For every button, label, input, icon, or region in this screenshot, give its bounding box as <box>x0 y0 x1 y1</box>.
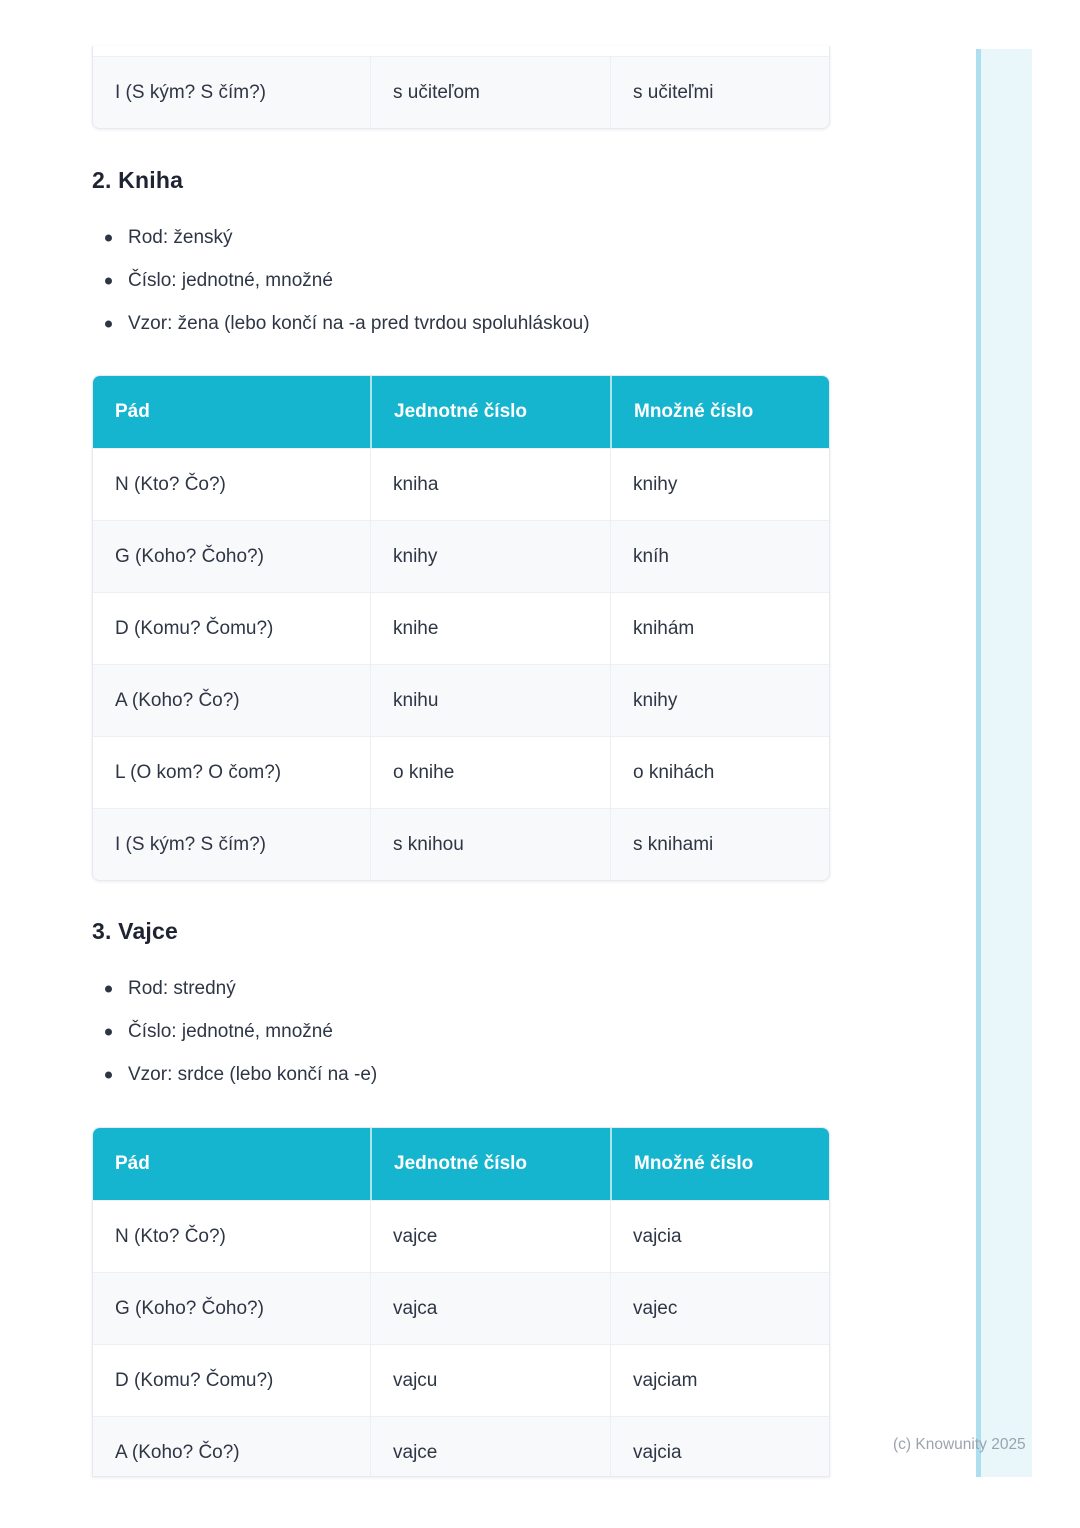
table-cell: s knihou <box>370 809 610 880</box>
table-fragment-sliver <box>93 46 829 56</box>
table-fragment-ucitel <box>92 46 830 129</box>
table-header-row <box>93 376 829 448</box>
table-header-cell: Pád <box>115 1153 150 1174</box>
table-cell: knihe <box>370 593 610 664</box>
bullet-list-vajce <box>92 967 377 1096</box>
table-row <box>93 1200 829 1272</box>
table-cell: vajec <box>610 1273 829 1344</box>
declension-table-kniha <box>92 375 830 881</box>
table-row <box>93 592 829 664</box>
bullet-item: Rod: ženský <box>92 216 590 259</box>
bullet-item: Číslo: jednotné, množné <box>92 259 590 302</box>
table-header-cell: Jednotné číslo <box>370 1128 610 1200</box>
bullet-item: Vzor: srdce (lebo končí na -e) <box>92 1053 377 1096</box>
table-cell: s učiteľom <box>370 57 610 128</box>
table-cell: N (Kto? Čo?) <box>115 1225 226 1247</box>
table-cell: D (Komu? Čomu?) <box>115 617 274 639</box>
table-cell: s učiteľmi <box>610 57 829 128</box>
table-cell: I (S kým? S čím?) <box>115 81 266 103</box>
copyright-watermark: (c) Knowunity 2025 <box>893 1436 1026 1453</box>
bullet-item: Číslo: jednotné, množné <box>92 1010 377 1053</box>
table-row <box>93 736 829 808</box>
table-cell: vajcu <box>370 1345 610 1416</box>
table-cell: A (Koho? Čo?) <box>115 689 240 711</box>
bullet-item: Vzor: žena (lebo končí na -a pred tvrdou spoluhláskou) <box>92 302 590 345</box>
table-header-cell: Jednotné číslo <box>370 376 610 448</box>
table-cell: knihu <box>370 665 610 736</box>
table-cell: A (Koho? Čo?) <box>115 1441 240 1463</box>
table-cell: L (O kom? O čom?) <box>115 761 282 783</box>
table-row <box>93 1344 829 1416</box>
table-row <box>93 448 829 520</box>
section-heading-vajce: 3. Vajce <box>92 918 179 944</box>
declension-table-vajce <box>92 1127 830 1477</box>
bullet-item: Rod: stredný <box>92 967 377 1010</box>
table-cell: vajca <box>370 1273 610 1344</box>
table-cell: kníh <box>610 521 829 592</box>
table-cell: o knihe <box>370 737 610 808</box>
table-header-row <box>93 1128 829 1200</box>
table-header-cell: Množné číslo <box>610 1128 829 1200</box>
table-header-cell: Množné číslo <box>610 376 829 448</box>
table-cell: kniha <box>370 449 610 520</box>
bullet-list-kniha <box>92 216 590 345</box>
table-row <box>93 1272 829 1344</box>
table-cell: s knihami <box>610 809 829 880</box>
table-cell: I (S kým? S čím?) <box>115 833 266 855</box>
table-row <box>93 664 829 736</box>
table-cell: o knihách <box>610 737 829 808</box>
section-heading-kniha: 2. Kniha <box>92 167 184 193</box>
table-cell: vajcia <box>610 1417 829 1477</box>
table-row <box>93 520 829 592</box>
table-cell: vajcia <box>610 1201 829 1272</box>
table-cell: knihy <box>370 521 610 592</box>
highlight-stripe <box>976 49 1032 1477</box>
table-row <box>93 808 829 880</box>
table-cell: G (Koho? Čoho?) <box>115 1297 264 1319</box>
table-cell: D (Komu? Čomu?) <box>115 1369 274 1391</box>
table-cell: knihy <box>610 665 829 736</box>
table-cell: N (Kto? Čo?) <box>115 473 226 495</box>
table-cell: vajciam <box>610 1345 829 1416</box>
table-row <box>93 56 829 128</box>
table-cell: knihám <box>610 593 829 664</box>
table-row <box>93 1416 829 1477</box>
table-cell: G (Koho? Čoho?) <box>115 545 264 567</box>
table-header-cell: Pád <box>115 401 150 422</box>
table-cell: vajce <box>370 1417 610 1477</box>
table-cell: knihy <box>610 449 829 520</box>
table-cell: vajce <box>370 1201 610 1272</box>
